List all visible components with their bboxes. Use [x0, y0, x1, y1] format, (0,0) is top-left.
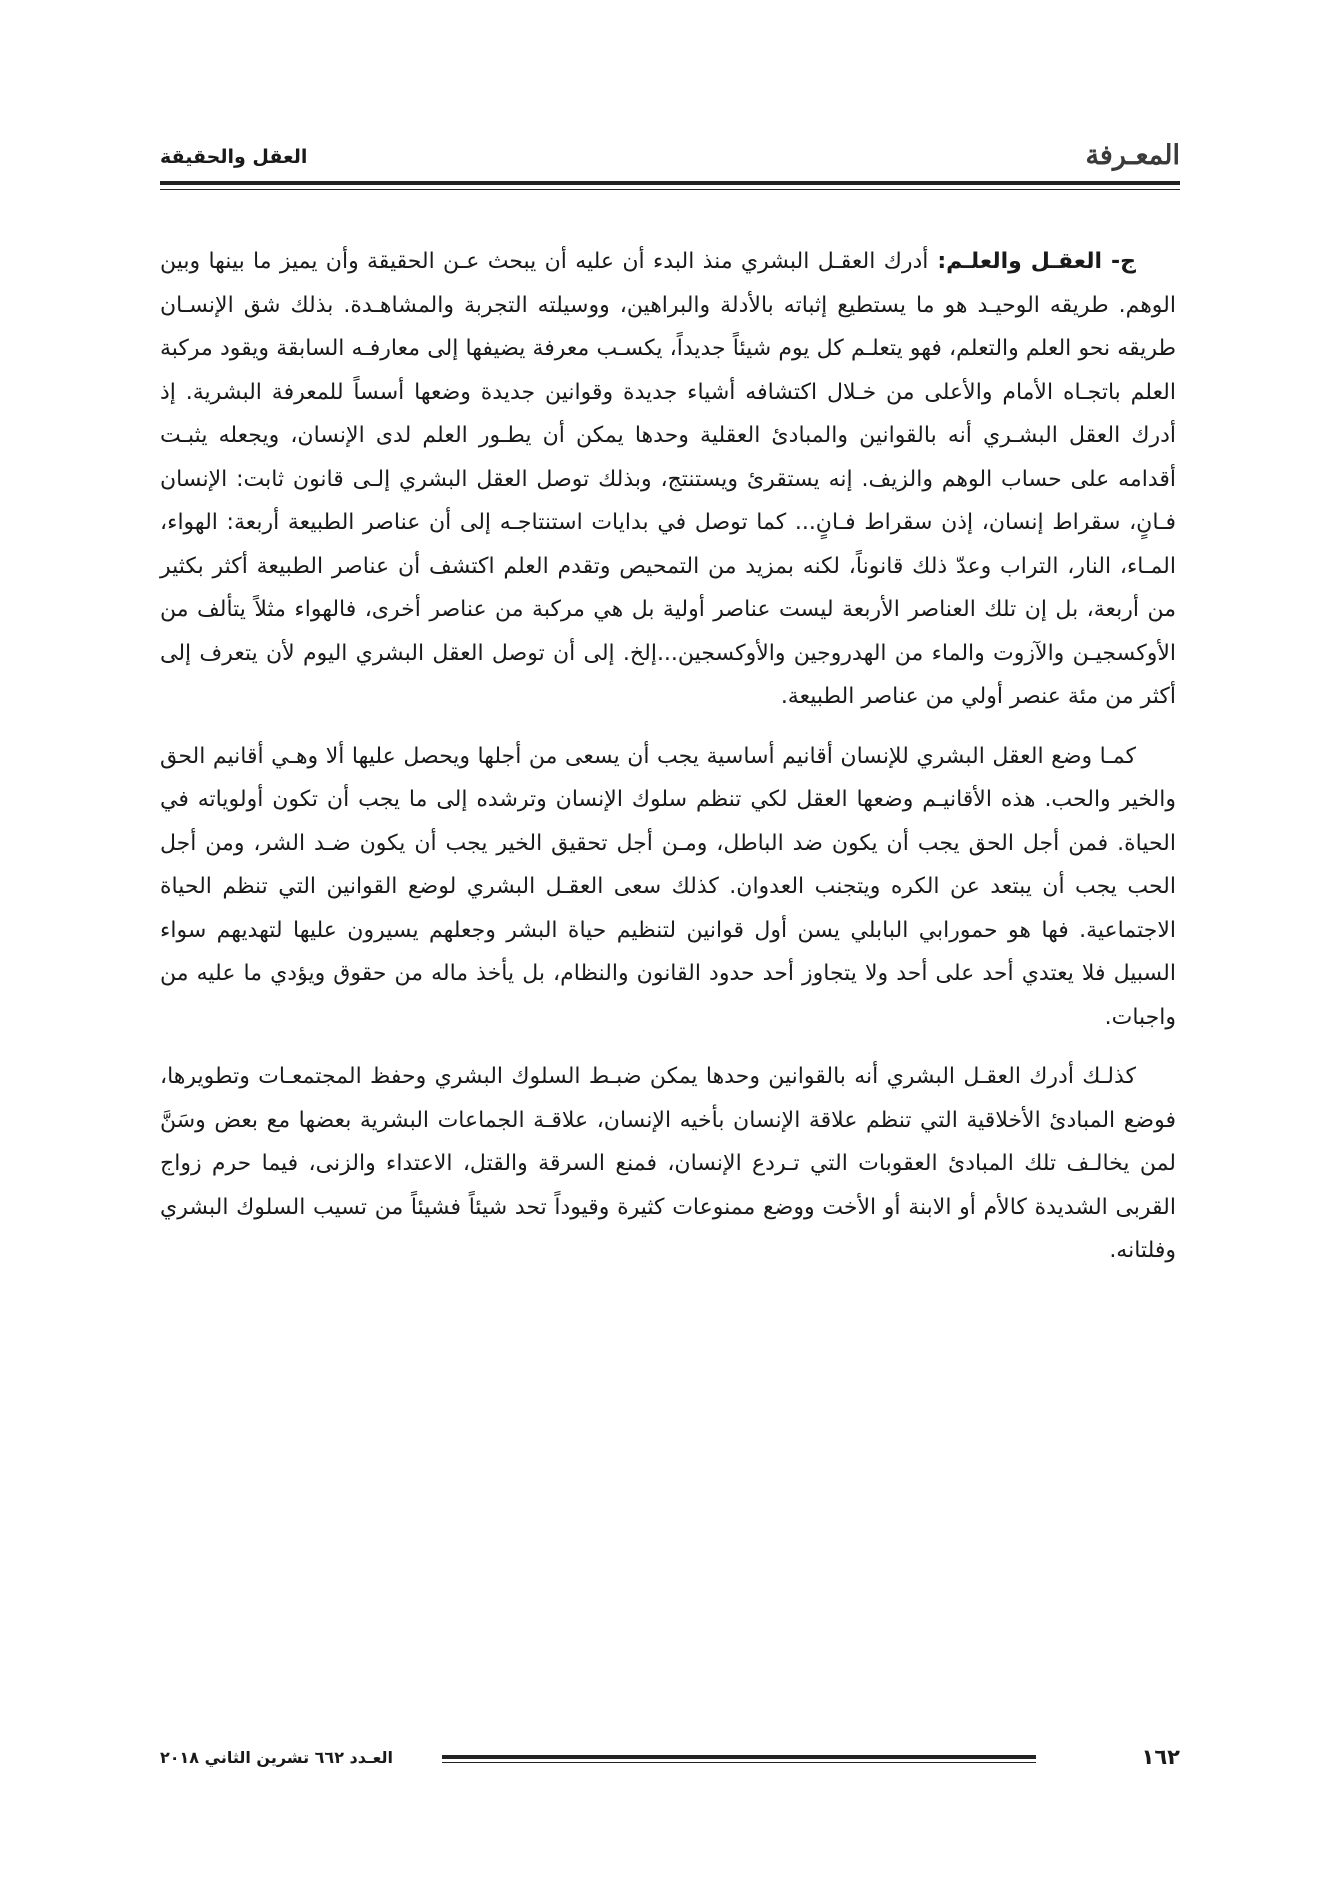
paragraph-2: كمـا وضع العقل البشري للإنسان أقانيم أساسية يجب أن يسعى من أجلها ويحصل عليها ألا وهـي أقانيم الحق والخير والحب. هذه الأقانيـم وضعها العقل لكي تنظم سلوك الإنسان وترشده إلى ما يجب أن تكون أولوياته في الحياة. فمن أجل الحق يجب أن يكون ضد الباطل، ومـن أجل تحقيق الخير يجب أن يكون ضـد الشر، ومن أجل الحب يجب أن يبتعد عن الكره ويتجنب العدوان. كذلك سعى العقـل البشري لوضع القوانين التي تنظم الحياة الاجتماعية. فها هو حمورابي البابلي يسن أول قوانين لتنظيم حياة البشر وجعلهم يسيرون عليها لتهديهم سواء السبيل فلا يعتدي أحد على أحد ولا يتجاوز أحد حدود القانون والنظام، بل يأخذ ماله من حقوق ويؤدي ما عليه من واجبات.	[160, 743, 1176, 1030]
article-title: العقل والحقيقة	[160, 146, 308, 168]
article-body	[160, 240, 1176, 1289]
page-number: ١٦٢	[1141, 1745, 1180, 1769]
footer-rule-thick	[442, 1755, 1036, 1759]
section-heading: ج- العقـل والعلـم:	[928, 249, 1136, 274]
footer-rule-thin	[442, 1762, 1036, 1763]
paragraph-1-text: أدرك العقـل البشري منذ البدء أن عليه أن يبحث عـن الحقيقة وأن يميز ما بينها وبين الوهم. طريقه الوحيـد هو ما يستطيع إثباته بالأدلة والبراهين، ووسيلته التجربة والمشاهـدة. بذلك شق الإنسـان طريقه نحو العلم والتعلم، فهو يتعلـم كل يوم شيئاً جديداً، يكسـب معرفة يضيفها إلى معارفـه السابقة ويقود مركبة العلم باتجـاه الأمام والأعلى من خـلال اكتشافه أشياء جديدة وقوانين جديدة وضعها أسساً للمعرفة البشرية. إذ أدرك العقل البشـري أنه بالقوانين والمبادئ العقلية وحدها يمكن أن يطـور العلم لدى الإنسان، ويجعله يثبـت أقدامه على حساب الوهم والزيف. إنه يستقرئ ويستنتج، وبذلك توصل العقل البشري إلـى قانون ثابت: الإنسان فـانٍ، سقراط إنسان، إذن سقراط فـانٍ... كما توصل في بدايات استنتاجـه إلى أن عناصر الطبيعة أربعة: الهواء، المـاء، النار، التراب وعدّ ذلك قانوناً، لكنه بمزيد من التمحيص وتقدم العلم اكتشف أن عناصر الطبيعة أكثر بكثير من أربعة، بل إن تلك العناصر الأربعة ليست عناصر أولية بل هي مركبة من عناصر أخرى، فالهواء مثلاً يتألف من الأوكسجيـن والآزوت والماء من الهدروجين والأوكسجين...إلخ. إلى أن توصل العقل البشري اليوم لأن يتعرف إلى أكثر من مئة عنصر أولي من عناصر الطبيعة.	[160, 249, 1176, 709]
page-footer	[160, 1745, 1180, 1775]
page-header	[160, 138, 1180, 178]
header-rule-thin	[160, 189, 1180, 190]
header-rule-thick	[160, 181, 1180, 185]
journal-logo: المعـرفة	[1085, 140, 1180, 171]
paragraph-3: كذلـك أدرك العقـل البشري أنه بالقوانين وحدها يمكن ضبـط السلوك البشري وحفظ المجتمعـات وتطويرها، فوضع المبادئ الأخلاقية التي تنظم علاقة الإنسان بأخيه الإنسان، علاقـة الجماعات البشرية بعضها مع بعض وسَنَّ لمن يخالـف تلك المبادئ العقوبات التي تـردع الإنسان، فمنع السرقة والقتل، الاعتداء والزنى، فيما حرم زواج القربى الشديدة كالأم أو الابنة أو الأخت ووضع ممنوعات كثيرة وقيوداً تحد شيئاً فشيئاً من تسيب السلوك البشري وفلتانه.	[160, 1064, 1176, 1263]
paragraph-1	[160, 240, 1176, 719]
issue-info: العـدد ٦٦٢ تشرين الثاني ٢٠١٨	[160, 1748, 393, 1767]
